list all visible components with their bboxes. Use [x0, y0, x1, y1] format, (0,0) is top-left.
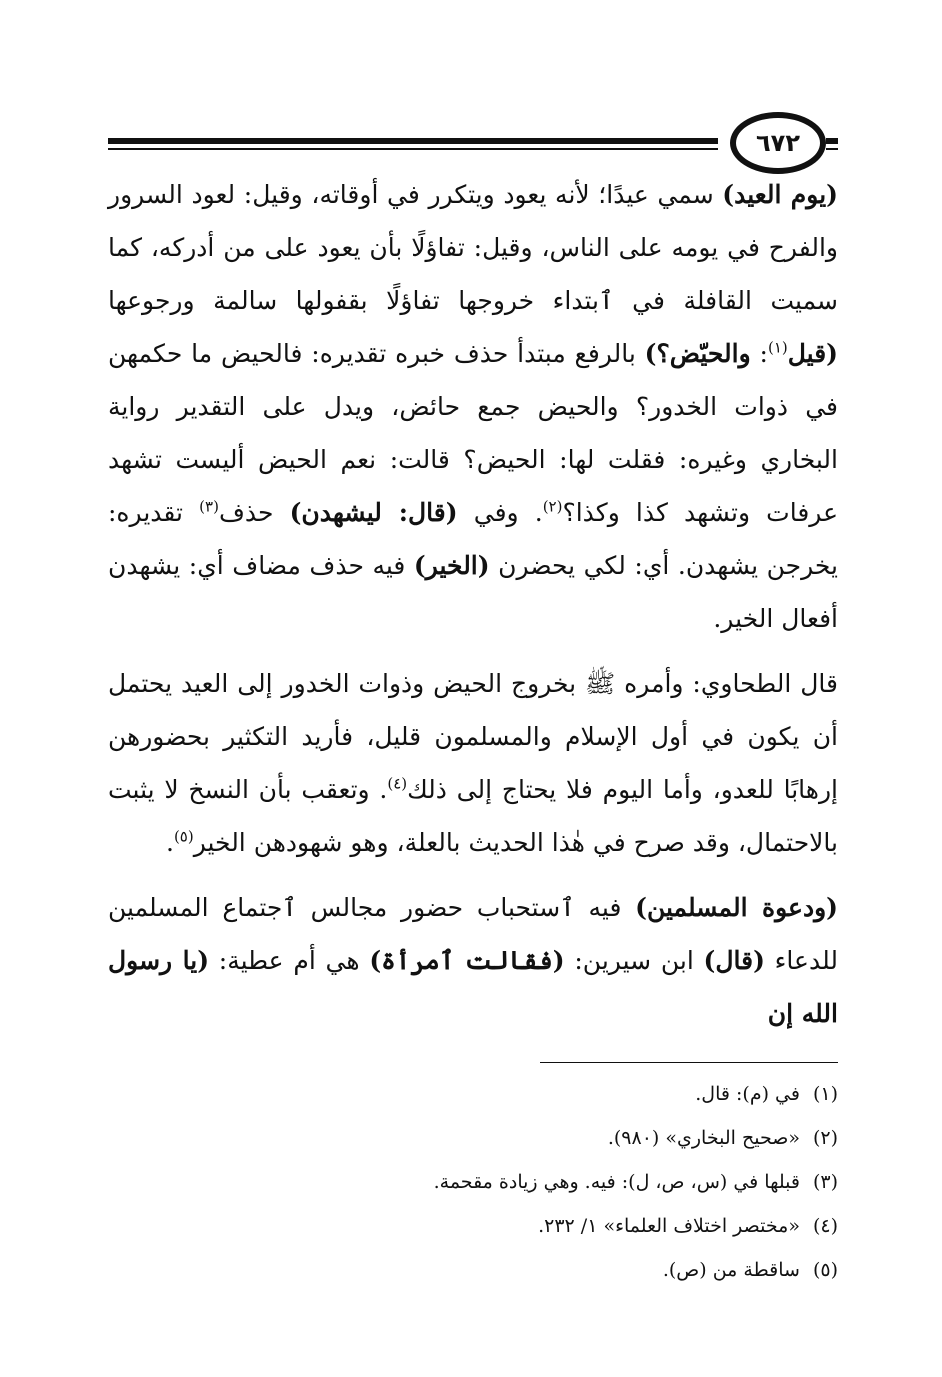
- footnote-number: (١): [812, 1083, 838, 1105]
- text-span: قال الطحاوي: وأمره ﷺ بخروج الحيض وذوات الخدور إلى العيد يحتمل أن يكون في أول الإسلام والمسلمون قليل، فأريد التكثير بحضورهن إرهابًا للعدو، وأما اليوم فلا يحتاج إلى ذلك: [108, 669, 838, 804]
- bold-text: (قال): [703, 946, 765, 975]
- bold-text: (يا رسول الله إن: [108, 946, 838, 1028]
- page-number-badge: [730, 112, 826, 174]
- page-number: ٦٧٢: [756, 129, 800, 157]
- footnote-separator: [540, 1062, 838, 1063]
- footnote-text: في (م): قال.: [695, 1083, 806, 1105]
- bold-text: (فقالت ٱمرأة): [369, 946, 565, 975]
- paragraph: [108, 881, 838, 1040]
- bold-text: (قيل: [787, 339, 838, 368]
- text-span: حذف: [218, 498, 290, 527]
- footnote-marker: (٥): [173, 827, 194, 846]
- footnote: [108, 1160, 838, 1204]
- footnote-number: (٤): [812, 1215, 838, 1237]
- bold-text: (الخير): [413, 551, 490, 580]
- text-span: بالرفع مبتدأ حذف خبره تقديره: فالحيض ما حكمهن في ذوات الخدور؟ والحيض جمع حائض، ويدل على التقدير رواية البخاري وغيره: فقلت لها: الحيض؟ قالت: نعم الحيض أليست تشهد عرفات وتشهد كذا وكذا؟: [108, 339, 838, 527]
- footnote: [108, 1072, 838, 1116]
- text-span: تقديره: يخرجن يشهدن. أي: لكي يحضرن: [108, 498, 838, 580]
- paragraph: [108, 657, 838, 869]
- text-span: :: [750, 339, 768, 368]
- header-rule-end-thin: [826, 148, 838, 150]
- footnote-text: قبلها في (س، ص، ل): فيه. وهي زيادة مقحمة.: [433, 1171, 806, 1193]
- footnote-marker: (٣): [199, 497, 219, 516]
- main-text: [108, 168, 838, 1040]
- footnote-marker: (١): [767, 338, 788, 357]
- text-span: فيه ٱستحباب حضور مجالس ٱجتماع المسلمين للدعاء: [108, 893, 838, 975]
- footnote-text: ساقطة من (ص).: [662, 1259, 806, 1281]
- footnote-number: (٢): [812, 1127, 838, 1149]
- text-span: فيه حذف مضاف أي: يشهدن أفعال الخير.: [108, 551, 838, 633]
- bold-text: والحيّض؟): [644, 339, 751, 368]
- text-span: . وتعقب بأن النسخ لا يثبت بالاحتمال، وقد صرح في هٰذا الحديث بالعلة، وهو شهودهن الخير: [108, 775, 838, 857]
- paragraph: [108, 168, 838, 645]
- text-span: سمي عيدًا؛ لأنه يعود ويتكرر في أوقاته، وقيل: لعود السرور والفرح في يومه على الناس، وقيل: تفاؤلًا بأن يعود على من أدركه، كما سميت القافلة في ٱبتداء خروجها تفاؤلًا بقفولها سالمة ورجوعها: [108, 180, 838, 315]
- text-span: هي أم عطية:: [209, 946, 370, 975]
- text-span: .: [165, 828, 174, 857]
- footnote-text: «صحيح البخاري» (٩٨٠).: [607, 1127, 806, 1149]
- bold-text: (ودعوة المسلمين): [635, 893, 838, 922]
- footnotes: [108, 1072, 838, 1292]
- text-span: . وفي: [457, 498, 543, 527]
- header-rule-thick: [108, 138, 718, 144]
- footnote-number: (٥): [812, 1259, 838, 1281]
- footnote: [108, 1116, 838, 1160]
- bold-text: (يوم العيد): [722, 180, 838, 209]
- footnote-number: (٣): [812, 1171, 838, 1193]
- header-rule-thin: [108, 148, 718, 150]
- footnote: [108, 1248, 838, 1292]
- footnote-marker: (٢): [542, 497, 563, 516]
- footnote-marker: (٤): [387, 774, 408, 793]
- bold-text: (قال: ليشهدن): [289, 498, 458, 527]
- header-rule-end-thick: [826, 138, 838, 144]
- footnote-text: «مختصر اختلاف العلماء» ١/ ٢٣٢.: [538, 1215, 806, 1237]
- text-span: ابن سيرين:: [564, 946, 704, 975]
- footnote: [108, 1204, 838, 1248]
